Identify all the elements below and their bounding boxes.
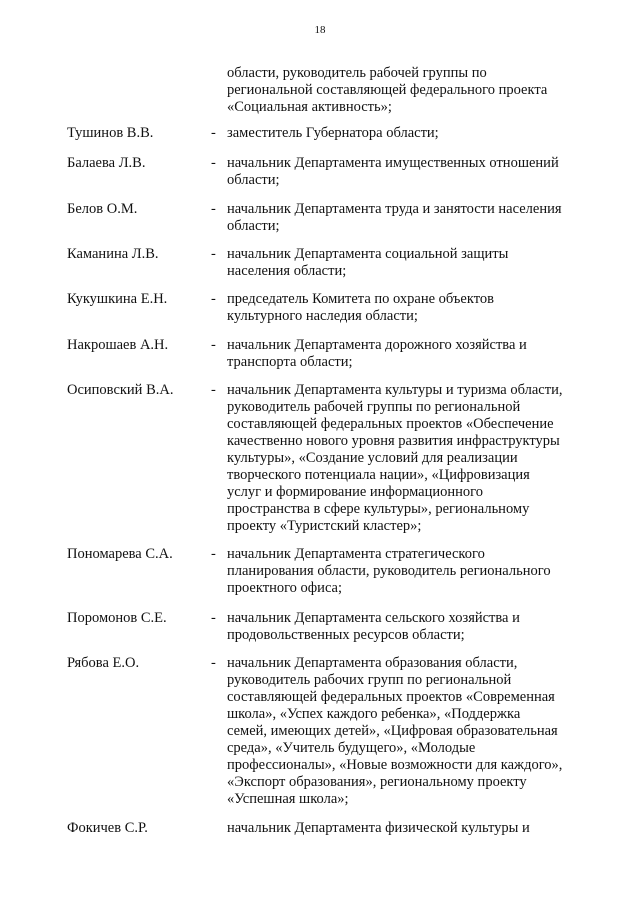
dash-separator: -	[211, 382, 216, 398]
member-description	[227, 291, 587, 325]
description-line: области;	[227, 172, 280, 188]
description-line: начальник Департамента сельского хозяйства и	[227, 610, 520, 626]
description-line: начальник Департамента культуры и туризма области,	[227, 382, 563, 398]
description-line: проектного офиса;	[227, 580, 343, 596]
description-line: руководитель рабочих групп по региональной	[227, 672, 512, 688]
description-line: культуры», «Создание условий для реализации	[227, 450, 518, 466]
member-description	[227, 201, 587, 235]
description-line: среда», «Учитель будущего», «Молодые	[227, 740, 476, 756]
dash-separator: -	[211, 201, 216, 217]
member-description	[227, 337, 587, 371]
description-line: начальник Департамента социальной защиты	[227, 246, 509, 262]
member-name: Рябова Е.О.	[67, 655, 140, 671]
description-line: культурного наследия области;	[227, 308, 418, 324]
description-line: творческого потенциала нации», «Цифровизация	[227, 467, 530, 483]
description-line: области;	[227, 218, 280, 234]
dash-separator: -	[211, 610, 216, 626]
member-description	[227, 655, 587, 808]
member-description	[227, 246, 587, 280]
description-line: «Социальная активность»;	[227, 99, 392, 115]
member-name: Балаева Л.В.	[67, 155, 146, 171]
description-line: населения области;	[227, 263, 347, 279]
description-line: начальник Департамента образования области,	[227, 655, 518, 671]
dash-separator: -	[211, 155, 216, 171]
member-name: Пономарева С.А.	[67, 546, 173, 562]
description-line: планирования области, руководитель регионального	[227, 563, 551, 579]
description-line: начальник Департамента имущественных отношений	[227, 155, 559, 171]
member-description	[227, 155, 587, 189]
member-name: Осиповский В.А.	[67, 382, 174, 398]
member-description	[227, 546, 587, 597]
description-line: составляющей федеральных проектов «Обеспечение	[227, 416, 554, 432]
description-line: области, руководитель рабочей группы по	[227, 65, 487, 81]
description-line: пространства в сфере культуры», региональному	[227, 501, 530, 517]
description-line: начальник Департамента дорожного хозяйства и	[227, 337, 527, 353]
member-name: Фокичев С.Р.	[67, 820, 148, 836]
description-line: проекту «Туристский кластер»;	[227, 518, 422, 534]
description-line: региональной составляющей федерального проекта	[227, 82, 548, 98]
dash-separator: -	[211, 291, 216, 307]
description-line: транспорта области;	[227, 354, 353, 370]
member-name: Каманина Л.В.	[67, 246, 159, 262]
description-line: школа», «Успех каждого ребенка», «Поддержка	[227, 706, 521, 722]
dash-separator: -	[211, 125, 216, 141]
description-line: «Экспорт образования», региональному проекту	[227, 774, 527, 790]
description-line: начальник Департамента стратегического	[227, 546, 485, 562]
member-name: Белов О.М.	[67, 201, 138, 217]
description-line: председатель Комитета по охране объектов	[227, 291, 494, 307]
description-line: «Успешная школа»;	[227, 791, 349, 807]
dash-separator: -	[211, 337, 216, 353]
dash-separator: -	[211, 246, 216, 262]
member-description	[227, 125, 587, 142]
page-number: 18	[314, 24, 326, 36]
member-name: Накрошаев А.Н.	[67, 337, 169, 353]
description-line: качественно нового уровня развития инфраструктуры	[227, 433, 560, 449]
member-description	[227, 820, 587, 837]
member-name: Поромонов С.Е.	[67, 610, 167, 626]
description-line: руководитель рабочей группы по региональной	[227, 399, 521, 415]
description-line: услуг и формирование информационного	[227, 484, 483, 500]
dash-separator: -	[211, 546, 216, 562]
description-line: начальник Департамента физической культуры и	[227, 820, 530, 836]
member-description	[227, 382, 587, 535]
description-line: продовольственных ресурсов области;	[227, 627, 465, 643]
description-line: составляющей федеральных проектов «Современная	[227, 689, 555, 705]
member-description	[227, 610, 587, 644]
description-line: семей, имеющих детей», «Цифровая образовательная	[227, 723, 558, 739]
description-line: профессионалы», «Новые возможности для каждого»,	[227, 757, 563, 773]
description-line: заместитель Губернатора области;	[227, 125, 439, 141]
dash-separator: -	[211, 655, 216, 671]
continuation-description	[227, 65, 587, 116]
member-name: Кукушкина Е.Н.	[67, 291, 168, 307]
member-name: Тушинов В.В.	[67, 125, 154, 141]
description-line: начальник Департамента труда и занятости населения	[227, 201, 562, 217]
